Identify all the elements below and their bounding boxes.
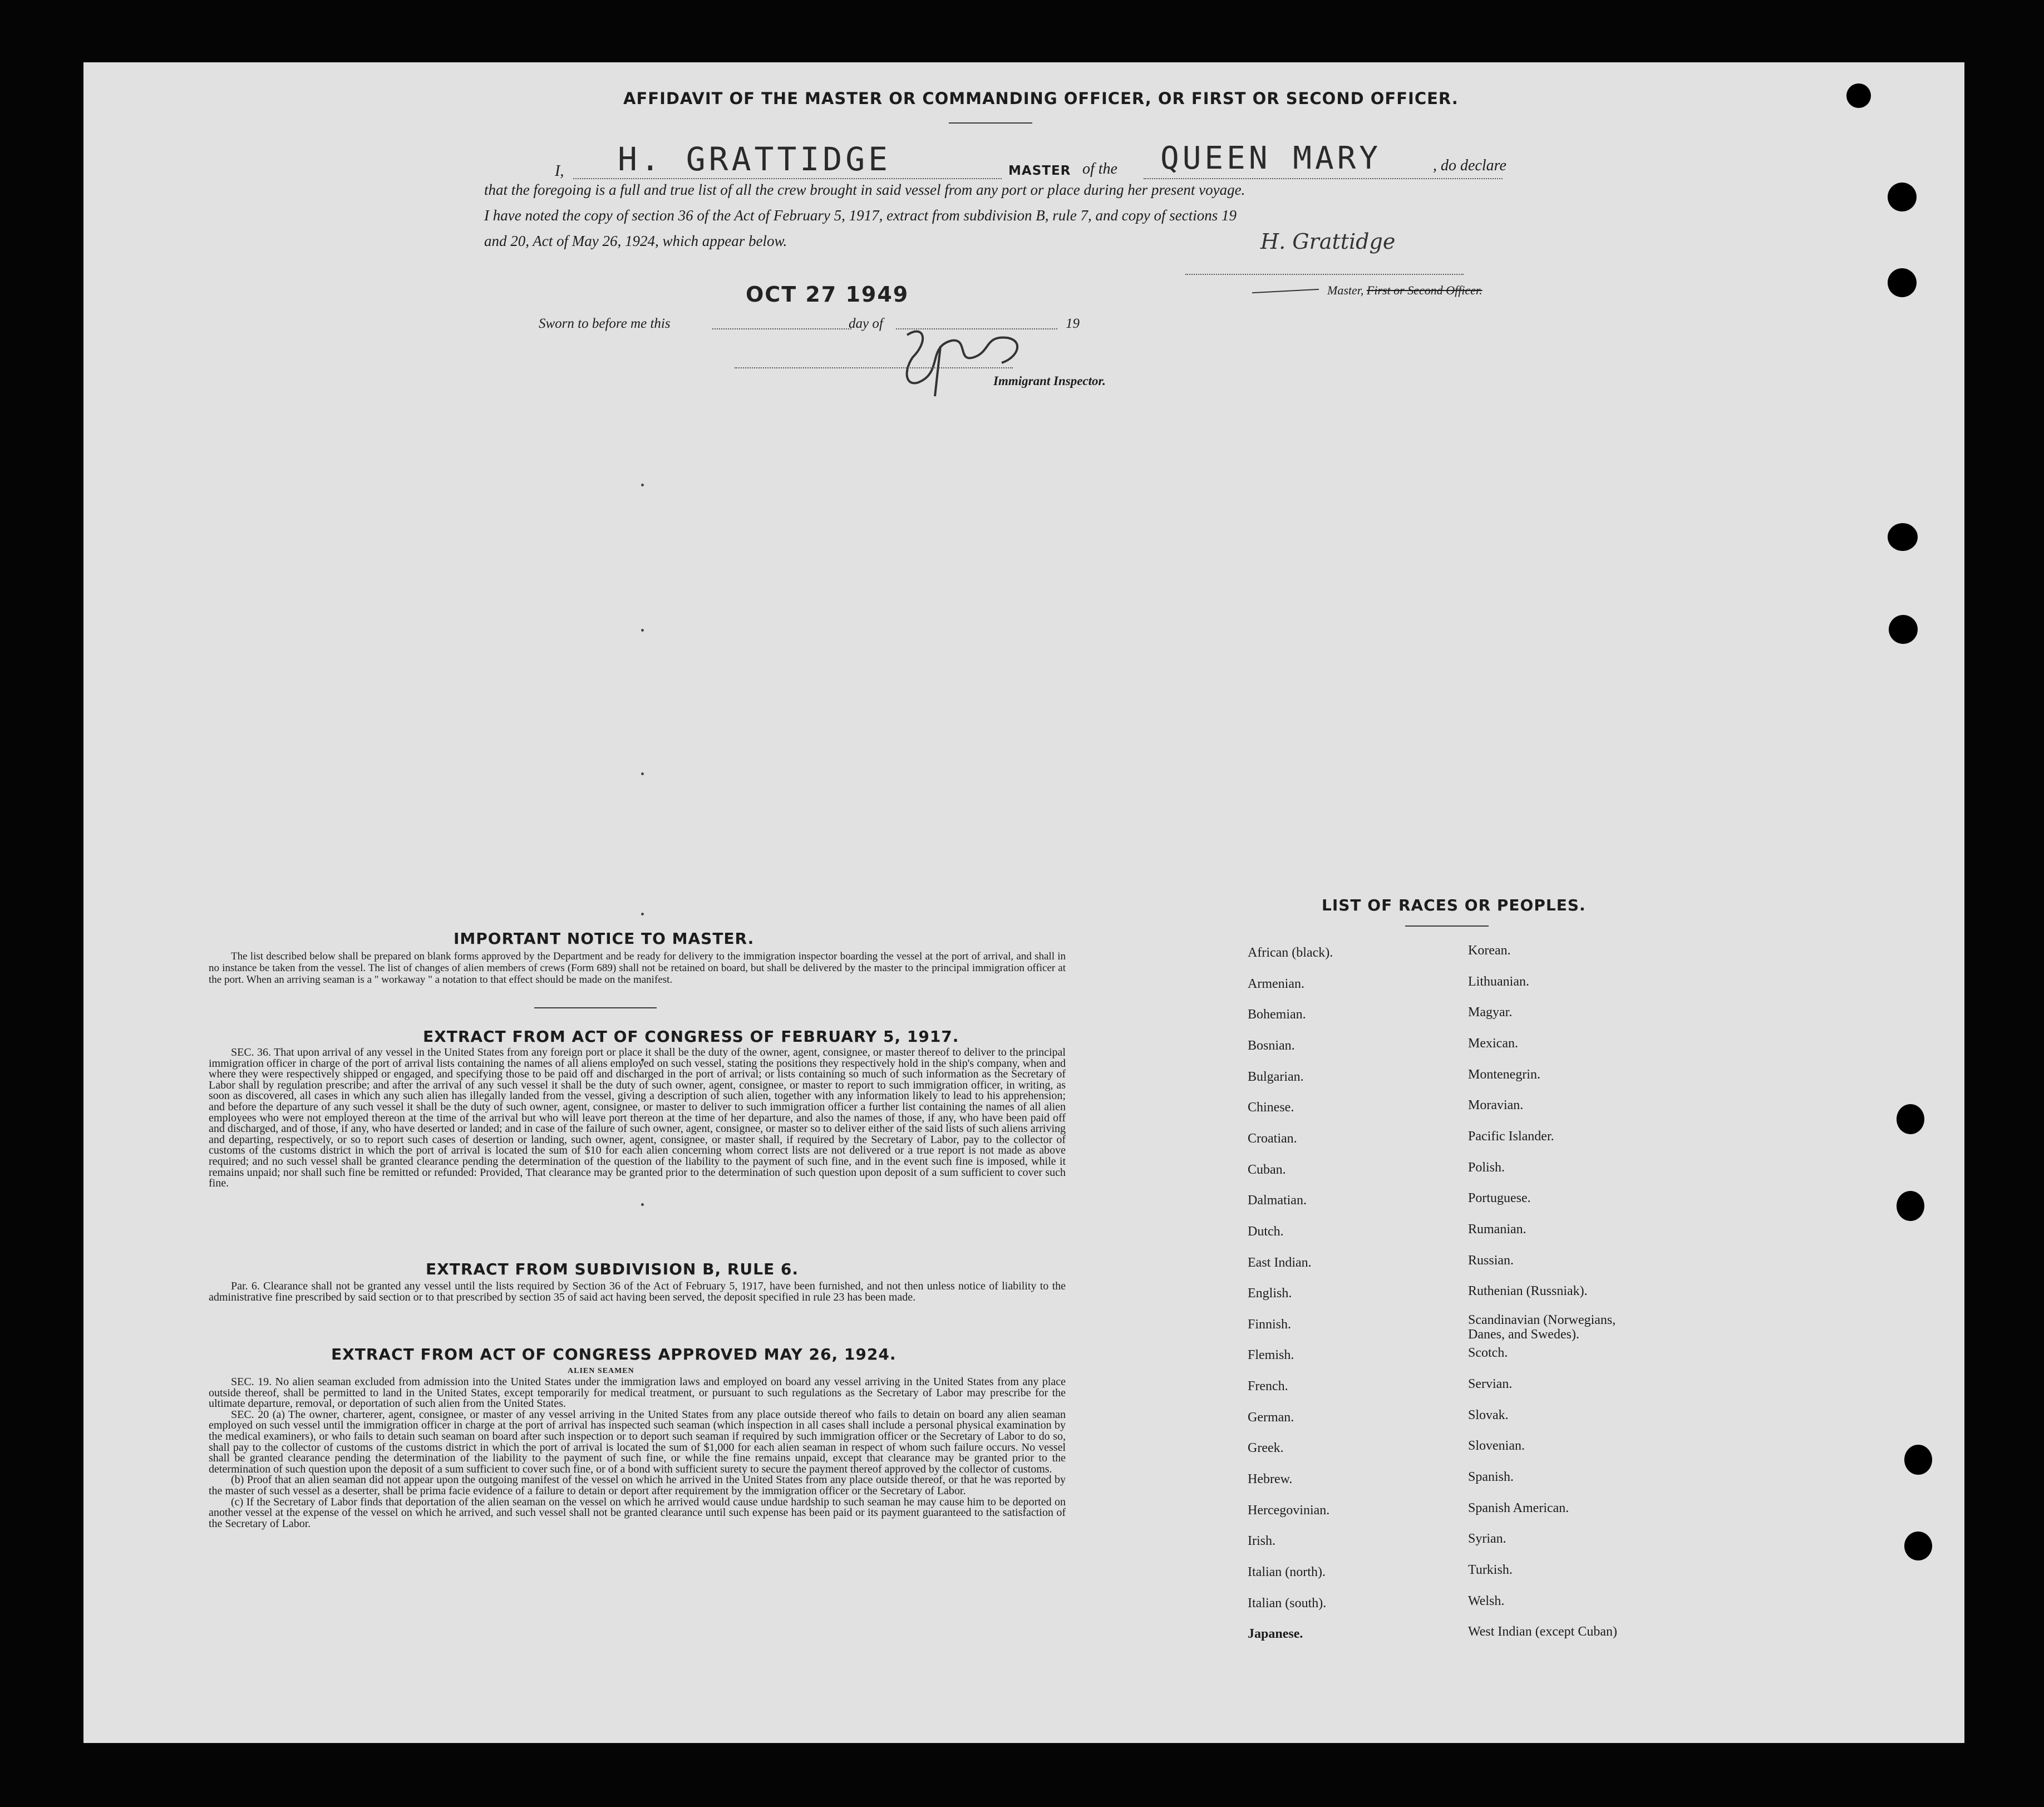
race-right: Spanish. xyxy=(1468,1470,1514,1484)
race-right: Magyar. xyxy=(1468,1005,1513,1020)
race-left: Hercegovinian. xyxy=(1248,1503,1330,1518)
sworn-label: Sworn to before me this xyxy=(539,316,671,331)
race-left: German. xyxy=(1248,1410,1294,1425)
race-left: Irish. xyxy=(1248,1534,1275,1548)
race-right: Korean. xyxy=(1468,943,1511,958)
race-right: Servian. xyxy=(1468,1377,1513,1391)
guide-mark xyxy=(641,913,644,915)
notice-paragraph: The list described below shall be prepared on blank forms approved by the Department and be ready for delivery to the immigration inspector boarding the vessel at the port of arrival, and shall in no instance be taken from the vessel. The list of changes of alien members of crews (Form 689) shall not be retained on board, but shall be delivered by the master to the principal immigration officer at the port. When an arriving seaman is a " workaway " a notation to that effect should be made on the manifest. xyxy=(209,951,1066,986)
race-left: Dutch. xyxy=(1248,1224,1284,1239)
notice-text xyxy=(209,951,1066,986)
extract2-title: EXTRACT FROM SUBDIVISION B, RULE 6. xyxy=(426,1260,799,1278)
affidavit-heading: AFFIDAVIT OF THE MASTER OR COMMANDING OFFICER, OR FIRST OR SECOND OFFICER. xyxy=(623,89,1459,108)
race-left: Dalmatian. xyxy=(1248,1193,1307,1208)
guide-mark xyxy=(641,484,644,486)
vessel-name-line xyxy=(1144,178,1503,179)
race-right: Mexican. xyxy=(1468,1036,1518,1051)
guide-mark xyxy=(641,772,644,775)
master-name-line xyxy=(573,178,1002,179)
day-of-label: day of xyxy=(849,316,883,331)
strike-stroke xyxy=(1252,289,1319,293)
punch-hole xyxy=(1888,268,1917,297)
extract2-text xyxy=(209,1281,1066,1303)
race-left: Croatian. xyxy=(1248,1131,1297,1146)
race-right: Lithuanian. xyxy=(1468,974,1529,989)
race-left: Armenian. xyxy=(1248,977,1304,991)
extract1-title: EXTRACT FROM ACT OF CONGRESS OF FEBRUARY 5, 1917. xyxy=(423,1027,959,1046)
race-left: Bohemian. xyxy=(1248,1007,1306,1022)
race-left: English. xyxy=(1248,1286,1292,1301)
of-the-label: of the xyxy=(1082,160,1117,178)
race-right: Portuguese. xyxy=(1468,1191,1531,1205)
inspector-line xyxy=(735,367,1013,368)
extract3-paragraph: (b) Proof that an alien seaman did not appear upon the outgoing manifest of the vessel on which he arrived in the United States from any place outside thereof, or that he was reported by the master of such vessel as a deserter, shall be prima facie evidence of a failure to detain or deport after requirement by the immigration officer or the Secretary of Labor. xyxy=(209,1474,1066,1497)
year-prefix: 19 xyxy=(1066,316,1080,331)
punch-hole xyxy=(1897,1191,1924,1221)
inspector-signature xyxy=(890,313,1035,407)
officer-label-struck: First or Second Officer. xyxy=(1366,283,1482,297)
race-right: Welsh. xyxy=(1468,1594,1505,1608)
race-left: Greek. xyxy=(1248,1441,1284,1455)
divider xyxy=(534,1007,657,1008)
extract3-paragraph: SEC. 19. No alien seaman excluded from admission into the United States under the immigration laws and employed on board any vessel arriving in the United States from any place outside thereof, shall be permitted to land in the United States, except temporarily for medical treatment, or pursuant to such regulations as the Secretary of Labor may prescribe for the ultimate departure, removal, or deportation of such alien from the United States. xyxy=(209,1376,1066,1410)
master-signature: H. Grattidge xyxy=(1260,229,1396,254)
race-left: Finnish. xyxy=(1248,1317,1292,1332)
extract1-text xyxy=(209,1047,1066,1189)
race-right: Syrian. xyxy=(1468,1532,1506,1546)
date-stamp: OCT 27 1949 xyxy=(746,282,909,307)
race-right: Polish. xyxy=(1468,1160,1505,1175)
divider xyxy=(1405,925,1489,927)
race-left: Japanese. xyxy=(1248,1627,1303,1641)
extract3-paragraph: SEC. 20 (a) The owner, charterer, agent, consignee, or master of any vessel arriving in the United States from any place outside thereof who fails to detain on board any alien seaman employed on such vessel until the immigration officer in charge at the port of arrival has inspected such seaman (which inspection in all cases shall include a personal physical examination by the medical examiners), or who fails to detain such seaman on board after such inspection or to deport such seaman if required by such immigration officer or the Secretary of Labor to do so, shall pay to the collector of customs of the customs district in which the port of arrival is located the sum of $1,000 for each alien seaman in respect of whom such failure occurs. No vessel shall be granted clearance pending the determination of the liability to the payment of such fine, or while the fine remains unpaid, except that clearance may be granted prior to the determination of such question upon the deposit of a sum sufficient to cover such fine, or of a bond with sufficient surety to secure the payment thereof approved by the collector of customs. xyxy=(209,1408,1066,1475)
punch-hole xyxy=(1888,523,1918,551)
race-right: Spanish American. xyxy=(1468,1501,1569,1515)
extract3-text xyxy=(209,1377,1066,1529)
notice-title: IMPORTANT NOTICE TO MASTER. xyxy=(454,929,755,948)
race-left: Italian (north). xyxy=(1248,1565,1326,1579)
sworn-day-line xyxy=(712,328,851,329)
race-left: East Indian. xyxy=(1248,1255,1312,1270)
signature-line xyxy=(1185,274,1464,275)
affidavit-line-2: that the foregoing is a full and true list of all the crew brought in said vessel from any port or place during her present voyage. xyxy=(484,181,1245,198)
punch-hole xyxy=(1846,83,1871,108)
race-left: French. xyxy=(1248,1379,1288,1394)
inspector-label: Immigrant Inspector. xyxy=(993,374,1106,388)
extract3-paragraph: (c) If the Secretary of Labor finds that deportation of the alien seaman on the vessel on which he arrived would cause undue hardship to such seaman he may cause him to be deported on another vessel at the expense of the vessel on which he arrived, and such vessel shall not be granted clearance until such expense has been paid or its payment guaranteed to the satisfaction of the Secretary of Labor. xyxy=(209,1495,1066,1530)
officer-label xyxy=(1327,283,1482,298)
extract3-title: EXTRACT FROM ACT OF CONGRESS APPROVED MAY 26, 1924. xyxy=(331,1345,897,1363)
guide-mark xyxy=(641,629,644,632)
affidavit-line-3: I have noted the copy of section 36 of the Act of February 5, 1917, extract from subdivision B, rule 7, and copy of sections 19 xyxy=(484,207,1237,224)
vessel-name-handwritten: QUEEN MARY xyxy=(1160,140,1382,176)
race-right: Turkish. xyxy=(1468,1563,1513,1577)
race-right: Scandinavian (Norwegians, Danes, and Swedes). xyxy=(1468,1313,1616,1342)
races-title: LIST OF RACES OR PEOPLES. xyxy=(1322,896,1586,914)
race-left: Cuban. xyxy=(1248,1163,1286,1177)
race-right: Ruthenian (Russniak). xyxy=(1468,1284,1588,1298)
document-page xyxy=(83,62,1964,1743)
race-right: Moravian. xyxy=(1468,1098,1524,1112)
race-right: Scotch. xyxy=(1468,1346,1508,1360)
extract3-subtitle: ALIEN SEAMEN xyxy=(568,1367,634,1375)
affidavit-line-4: and 20, Act of May 26, 1924, which appear below. xyxy=(484,233,787,249)
officer-label-prefix: Master, xyxy=(1327,283,1364,297)
race-right: West Indian (except Cuban) xyxy=(1468,1624,1617,1639)
do-declare-label: , do declare xyxy=(1433,157,1506,174)
affidavit-i: I, xyxy=(555,163,564,180)
race-right: Slovenian. xyxy=(1468,1439,1525,1453)
race-right: Slovak. xyxy=(1468,1408,1509,1422)
punch-hole xyxy=(1889,615,1918,644)
extract1-paragraph: SEC. 36. That upon arrival of any vessel in the United States from any foreign port or place it shall be the duty of the owner, agent, consignee, or master thereof to deliver to the principal immigration officer in charge of the port of arrival lists containing the names of all aliens employed on such vessel, stating the positions they respectively hold in the ship's company, when and where they were respectively shipped or engaged, and specifying those to be paid off and discharged in the port of arrival; or lists containing so much of such information as the Secretary of Labor shall by regulation prescribe; and after the arrival of any such vessel it shall be the duty of such owner, agent, consignee, or master to report to such immigration officer, in writing, as soon as discovered, all cases in which any such alien has illegally landed from the vessel, giving a description of such alien, together with any information likely to lead to his apprehension; and before the departure of any such vessel it shall be the duty of such owner, agent, consignee, or master to deliver to such immigration officer a further list containing the names of all alien employees who were not employed thereon at the time of the arrival but who will leave port thereon at the time of her departure, and also the names of those, if any, who have been paid off and discharged, and of those, if any, who have deserted or landed; and in case of the failure of such owner, agent, consignee, or master so to deliver either of the said lists of such aliens arriving and departing, respectively, or so to report such cases of desertion or landing, such owner, agent, consignee, or master shall, if required by the Secretary of Labor, pay to the collector of customs of the customs district in which the port of arrival is located the sum of $10 for each alien concerning whom correct lists are not delivered or a true report is not made as above required; and no such vessel shall be granted clearance pending the determination of the question of the liability to the payment of such fine, and in the event such fine is imposed, while it remains unpaid; nor shall such fine be remitted or refunded: Provided, That clearance may be granted prior to the determination of such question upon deposit of a sum sufficient to cover such fine. xyxy=(209,1046,1066,1190)
punch-hole xyxy=(1904,1532,1932,1560)
race-right: Rumanian. xyxy=(1468,1222,1526,1237)
race-right: Russian. xyxy=(1468,1253,1514,1268)
race-right: Montenegrin. xyxy=(1468,1067,1540,1082)
master-word: MASTER xyxy=(1008,164,1071,178)
race-left: Hebrew. xyxy=(1248,1472,1293,1486)
punch-hole xyxy=(1897,1104,1924,1134)
race-left: African (black). xyxy=(1248,946,1333,960)
race-left: Bosnian. xyxy=(1248,1038,1295,1053)
race-left: Flemish. xyxy=(1248,1348,1294,1362)
guide-mark xyxy=(641,1203,644,1206)
race-left: Bulgarian. xyxy=(1248,1070,1304,1084)
punch-hole xyxy=(1904,1445,1932,1475)
punch-hole xyxy=(1888,183,1917,211)
race-left: Chinese. xyxy=(1248,1100,1294,1115)
master-name-handwritten: H. GRATTIDGE xyxy=(618,140,892,178)
divider xyxy=(949,122,1032,124)
race-right: Pacific Islander. xyxy=(1468,1129,1554,1144)
race-left: Italian (south). xyxy=(1248,1596,1327,1611)
extract2-paragraph: Par. 6. Clearance shall not be granted any vessel until the lists required by Section 36 of the Act of February 5, 1917, have been furnished, and not then unless notice of liability to the administrative fine prescribed by said section or to that prescribed by section 35 of said act having been served, the deposit specified in rule 23 has been made. xyxy=(209,1280,1066,1303)
